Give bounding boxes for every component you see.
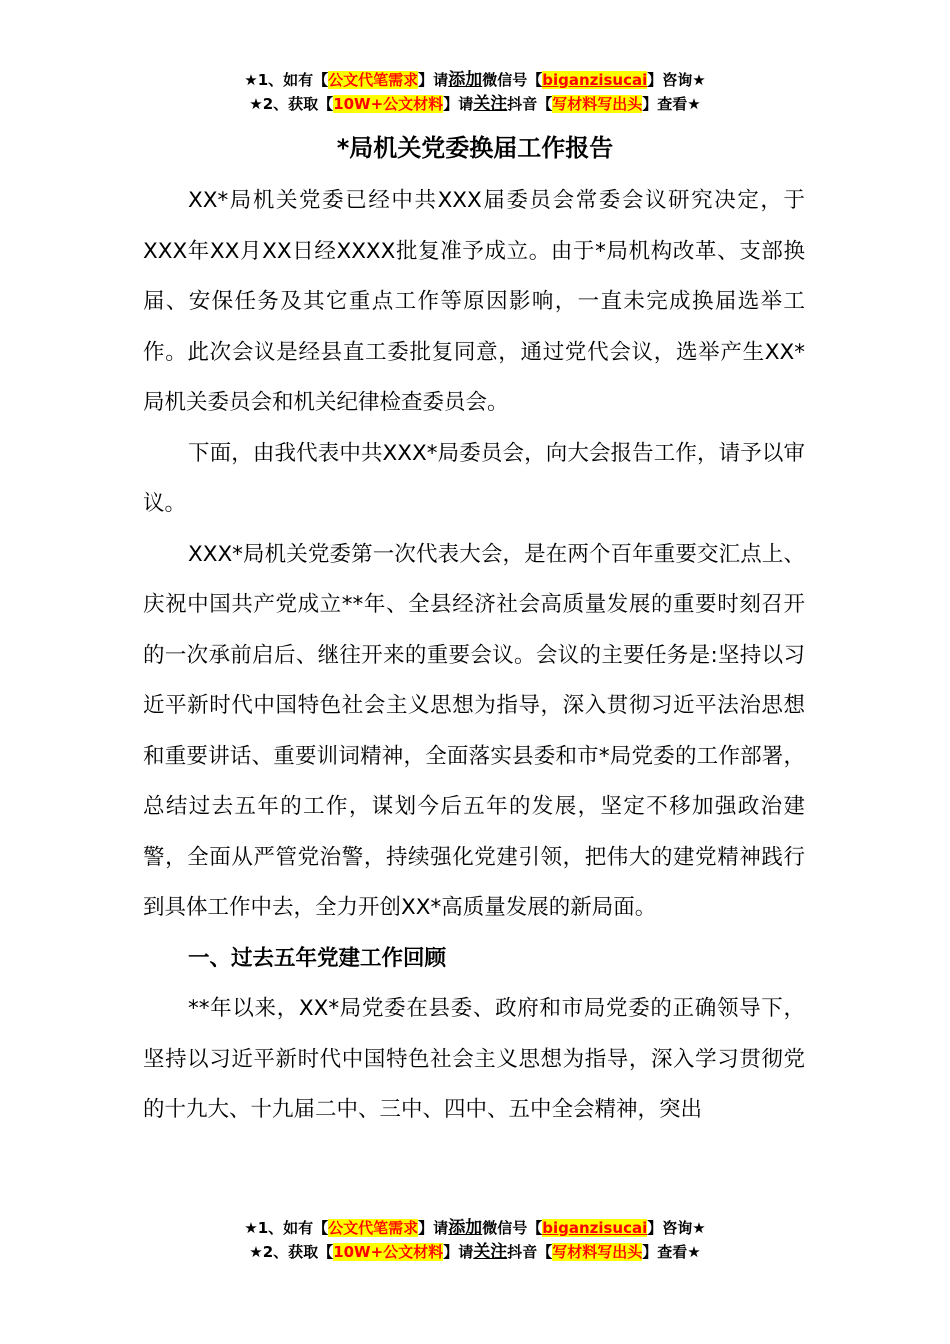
header-banner — [0, 68, 950, 116]
document-title: *局机关党委换届工作报告 — [336, 134, 614, 162]
paragraph: 下面，由我代表中共XXX*局委员会，向大会报告工作，请予以审议。 — [143, 440, 805, 516]
banner-text: 】查看 — [642, 1243, 688, 1261]
banner-text: 微信号【 — [482, 1219, 543, 1237]
section-heading: 一、过去五年党建工作回顾 — [188, 945, 447, 971]
paragraph: **年以来，XX*局党委在县委、政府和市局党委的正确领导下，坚持以习近平新时代中国特色社会主义思想为指导，深入学习贯彻党的十九大、十九届二中、三中、四中、五中全会精神，突出 — [143, 996, 805, 1122]
highlight-douyin: 写材料写出头 — [552, 1243, 643, 1261]
banner-text: 抖音【 — [507, 95, 553, 113]
banner-text: 抖音【 — [507, 1243, 553, 1261]
banner-text: 1、如有【 — [257, 1219, 329, 1237]
banner-text: 】请 — [443, 95, 474, 113]
star-icon: ★ — [692, 1219, 706, 1237]
emphasis-follow: 关注 — [473, 94, 508, 114]
star-icon: ★ — [687, 95, 701, 113]
paragraph: XX*局机关党委已经中共XXX届委员会常委会议研究决定，于XXX年XX月XX日经XXXX批复准予成立。由于*局机构改革、支部换届、安保任务及其它重点工作等原因影响，一直未完成换届选举工作。此次会议是经县直工委批复同意，通过党代会议，选举产生XX*局机关委员会和机关纪律检查委员会。 — [143, 188, 805, 415]
paragraph: XXX*局机关党委第一次代表大会，是在两个百年重要交汇点上、庆祝中国共产党成立**年、全县经济社会高质量发展的重要时刻召开的一次承前启后、继往开来的重要会议。会议的主要任务是:坚持以习近平新时代中国特色社会主义思想为指导，深入贯彻习近平法治思想和重要讲话、重要训词精神，全面落实县委和市*局党委的工作部署，总结过去五年的工作，谋划今后五年的发展，坚定不移加强政治建警，全面从严管党治警，持续强化党建引领，把伟大的建党精神践行到具体工作中去，全力开创XX*高质量发展的新局面。 — [143, 541, 805, 920]
banner-text: 】请 — [418, 71, 449, 89]
star-icon: ★ — [692, 71, 706, 89]
banner-text: 2、获取【 — [262, 95, 334, 113]
highlight-douyin: 写材料写出头 — [552, 95, 643, 113]
emphasis-add: 添加 — [448, 70, 483, 90]
banner-text: 】咨询 — [647, 71, 693, 89]
banner-text: 微信号【 — [482, 71, 543, 89]
highlight-materials: 10W+公文材料 — [333, 95, 444, 113]
star-icon: ★ — [249, 95, 263, 113]
star-icon: ★ — [687, 1243, 701, 1261]
star-icon: ★ — [249, 1243, 263, 1261]
banner-text: 】请 — [443, 1243, 474, 1261]
document-body — [143, 176, 805, 1136]
banner-text: 1、如有【 — [257, 71, 329, 89]
banner-text: 】查看 — [642, 95, 688, 113]
highlight-materials: 10W+公文材料 — [333, 1243, 444, 1261]
banner-line-1 — [0, 68, 950, 92]
banner-line-2 — [0, 1240, 950, 1264]
banner-text: 】请 — [418, 1219, 449, 1237]
star-icon: ★ — [244, 71, 258, 89]
highlight-wechat-id: biganzisucai — [542, 1219, 648, 1237]
emphasis-add: 添加 — [448, 1218, 483, 1238]
highlight-service: 公文代笔需求 — [328, 71, 419, 89]
banner-text: 2、获取【 — [262, 1243, 334, 1261]
highlight-wechat-id: biganzisucai — [542, 71, 648, 89]
star-icon: ★ — [244, 1219, 258, 1237]
emphasis-follow: 关注 — [473, 1242, 508, 1262]
highlight-service: 公文代笔需求 — [328, 1219, 419, 1237]
footer-banner — [0, 1216, 950, 1264]
banner-line-2 — [0, 92, 950, 116]
banner-text: 】咨询 — [647, 1219, 693, 1237]
banner-line-1 — [0, 1216, 950, 1240]
